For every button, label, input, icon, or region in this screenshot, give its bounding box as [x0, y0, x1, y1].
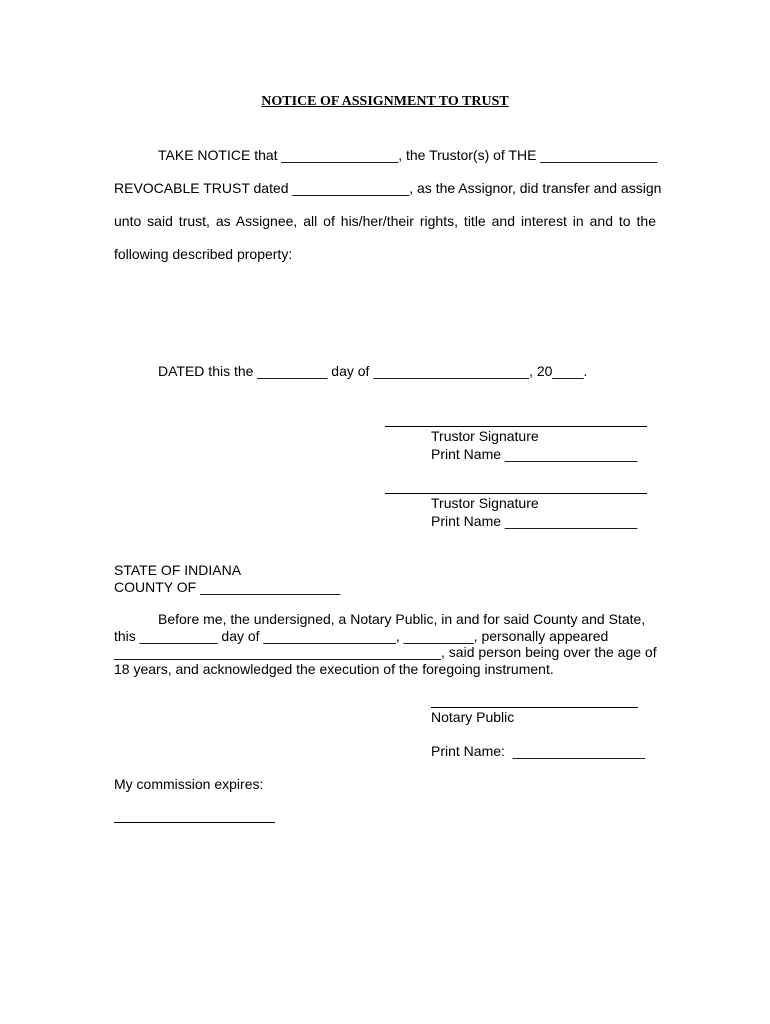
commission-date-line — [114, 822, 275, 823]
notice-line-3: unto said trust, as Assignee, all of his/her/their rights, title and interest in and to the — [114, 213, 656, 229]
acknowledgment-line-1: Before me, the undersigned, a Notary Public, in and for said County and State, — [158, 611, 646, 627]
trustor-signature-label-1: Trustor Signature — [431, 428, 539, 444]
signature-line-2 — [385, 493, 647, 494]
acknowledgment-line-2: this __________ day of _________________, _________, personally appeared — [114, 628, 609, 644]
notice-line-1: TAKE NOTICE that _______________, the Trustor(s) of THE _______________ — [158, 147, 658, 163]
acknowledgment-line-3: __________________________________________, said person being over the age of — [114, 644, 657, 660]
notary-print-name: Print Name: _________________ — [431, 743, 646, 759]
print-name-1: Print Name _________________ — [431, 446, 638, 462]
dated-line: DATED this the _________ day of ____________________, 20____. — [158, 363, 588, 379]
commission-expires-label: My commission expires: — [114, 776, 264, 792]
county-label: COUNTY OF __________________ — [114, 579, 341, 595]
notary-public-label: Notary Public — [431, 709, 515, 725]
state-label: STATE OF INDIANA — [114, 562, 242, 578]
notice-line-4: following described property: — [114, 246, 293, 262]
notary-signature-line — [431, 707, 638, 708]
document-title: NOTICE OF ASSIGNMENT TO TRUST — [261, 94, 509, 109]
trustor-signature-label-2: Trustor Signature — [431, 495, 539, 511]
notice-line-2: REVOCABLE TRUST dated _______________, as the Assignor, did transfer and assign — [114, 180, 662, 196]
acknowledgment-line-4: 18 years, and acknowledged the execution of the foregoing instrument. — [114, 661, 554, 677]
print-name-2: Print Name _________________ — [431, 513, 638, 529]
signature-line-1 — [385, 426, 647, 427]
